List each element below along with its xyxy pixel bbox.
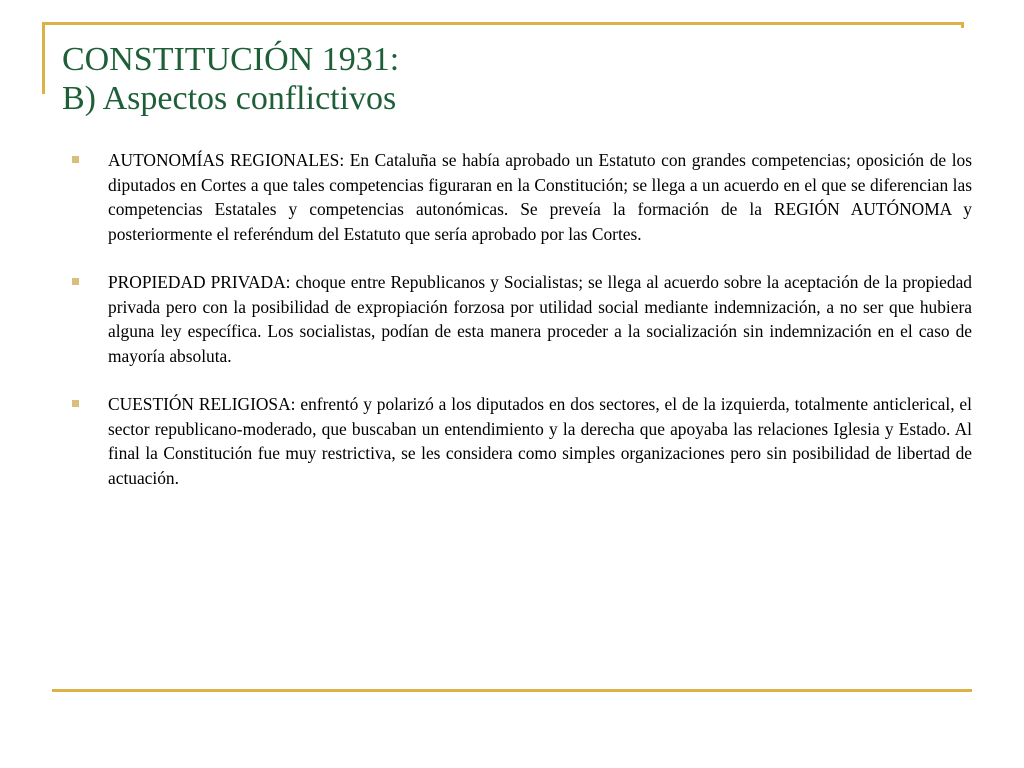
slide-title-line-2: B) Aspectos conflictivos <box>62 80 397 117</box>
bullet-text: AUTONOMÍAS REGIONALES: En Cataluña se había aprobado un Estatuto con grandes competencias; oposición de los diputados en Cortes a que tales competencias figuraran en la Constitución; se llega a un acuerdo en el que se diferencian las competencias Estatales y competencias autonómicas. Se preveía la formación de la REGIÓN AUTÓNOMA y posteriormente el referéndum del Estatuto que sería aprobado por las Cortes. <box>108 150 972 244</box>
bullet-item-autonomias <box>72 148 972 246</box>
slide-title-line-1: CONSTITUCIÓN 1931: <box>62 41 400 78</box>
square-bullet-icon <box>72 278 79 285</box>
slide-title <box>62 40 399 118</box>
square-bullet-icon <box>72 156 79 163</box>
frame-right-tick <box>961 22 964 28</box>
bullet-list <box>72 148 972 514</box>
square-bullet-icon <box>72 400 79 407</box>
bullet-text: PROPIEDAD PRIVADA: choque entre Republicanos y Socialistas; se llega al acuerdo sobre la aceptación de la propiedad privada pero con la posibilidad de expropiación forzosa por utilidad social mediante indemnización, a no ser que hubiera alguna ley específica. Los socialistas, podían de esta manera proceder a la socialización sin indemnización en el caso de mayoría absoluta. <box>108 272 972 366</box>
frame-top-line <box>42 22 964 25</box>
frame-bottom-line <box>52 689 972 692</box>
bullet-item-religiosa <box>72 392 972 490</box>
bullet-item-propiedad <box>72 270 972 368</box>
bullet-text: CUESTIÓN RELIGIOSA: enfrentó y polarizó a los diputados en dos sectores, el de la izquierda, totalmente anticlerical, el sector republicano-moderado, que buscaban un entendimiento y la derecha que apoyaba las relaciones Iglesia y Estado. Al final la Constitución fue muy restrictiva, se les considera como simples organizaciones pero sin posibilidad de libertad de actuación. <box>108 394 972 488</box>
frame-left-line <box>42 22 45 94</box>
